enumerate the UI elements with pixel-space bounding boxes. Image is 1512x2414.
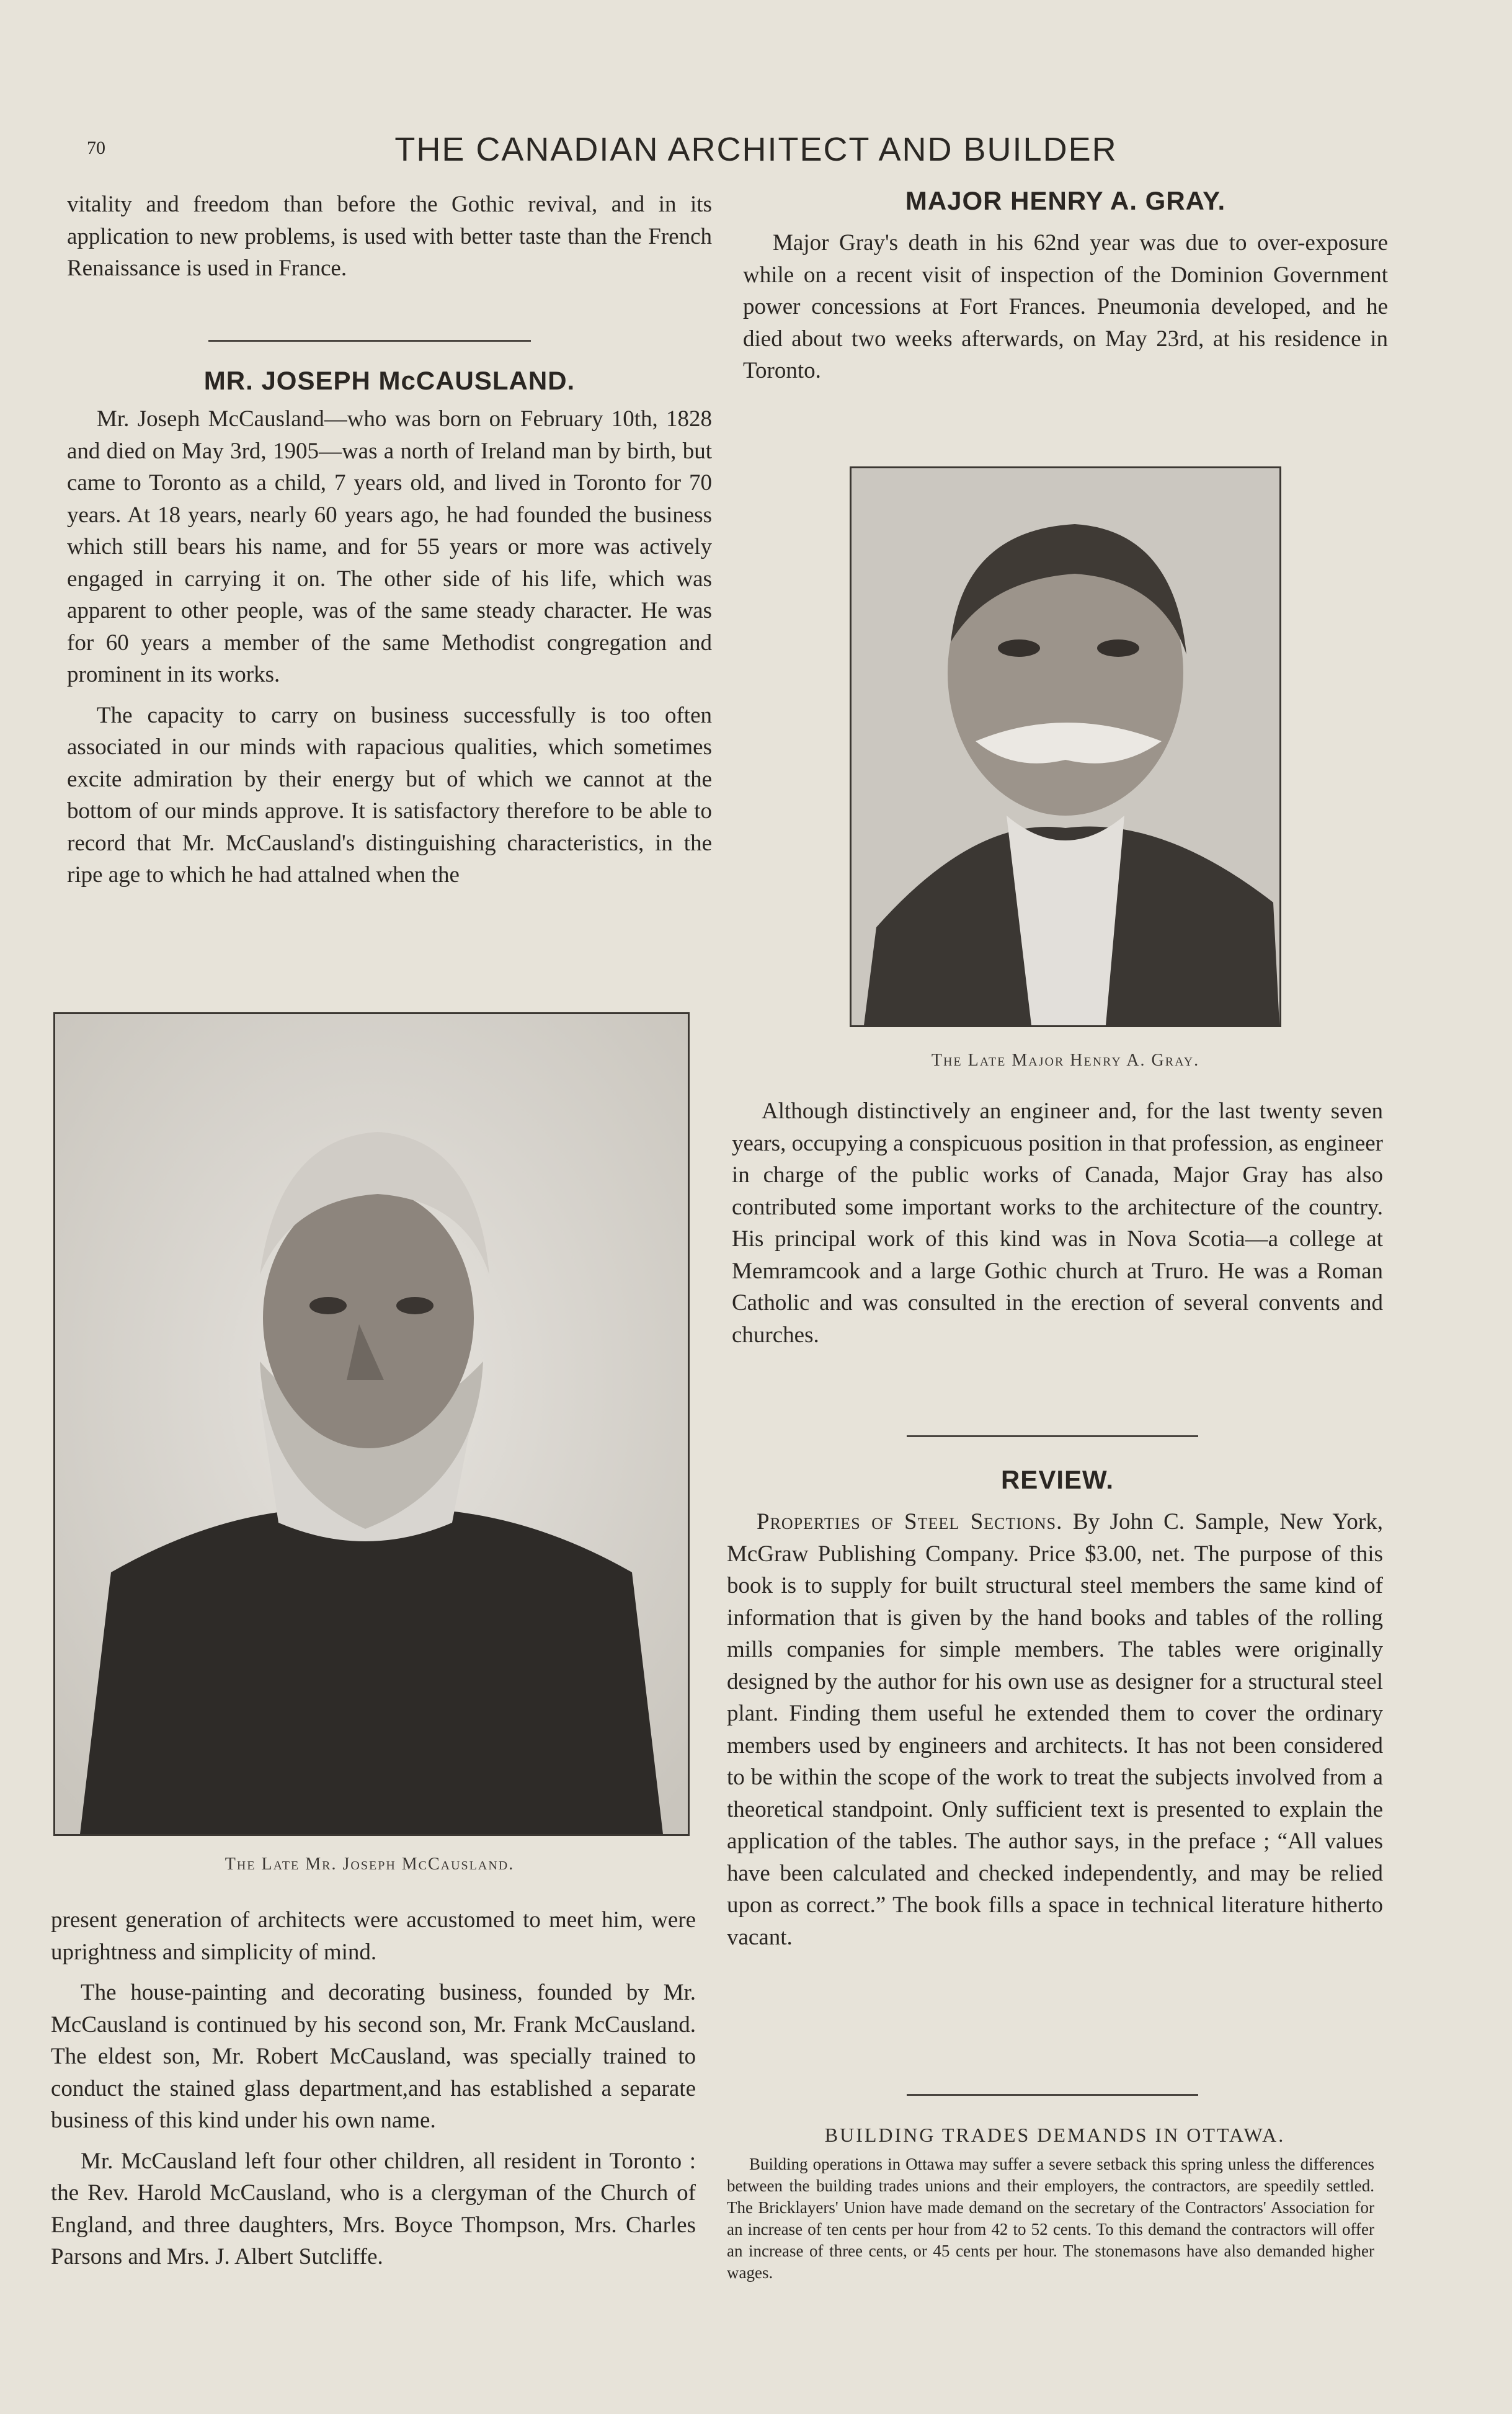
section-divider — [208, 340, 531, 342]
mccausland-text-bottom — [51, 1904, 696, 2273]
ottawa-paragraph: Building operations in Ottawa may suffer a severe setback this spring unless the differences between the building trades unions and their employers, the contractors, are speedily settled. The Bricklayers' Union have made demand on the secretary of the Contractors' Association for an increase of ten cents per hour from 42 to 52 cents. To this demand the contractors will offer an increase of three cents, or 45 cents per hour. The stonemasons have also demanded higher wages. — [727, 2155, 1374, 2282]
mccausland-paragraph-1: Mr. Joseph McCausland—who was born on February 10th, 1828 and died on May 3rd, 1905—was a north of Ireland man by birth, but came to Toronto as a child, 7 years old, and lived in Toronto for 70 years. At 18 years, nearly 60 years ago, he had founded the business which still bears his name, and for 55 years or more was actively engaged in carrying it on. The other side of his life, which was apparent to other people, was of the same steady character. He was for 60 years a member of the same Methodist congregation and prominent in its works. — [67, 406, 712, 687]
review-body: By John C. Sample, New York, McGraw Publishing Company. Price $3.00, net. The purpose of this book is to supply for built structural steel members the same kind of information that is given by the hand books and tables of the rolling mills companies for simple members. The tables were originally designed by the author for his own use as designer for a structural steel plant. Finding them useful he extended them to cover the ordinary members used by engineers and architects. It has not been considered to be within the scope of the work to treat the subjects involved from a theoretical standpoint. Only sufficient text is presented to explain the application of the tables. The author says, in the preface ; “All values have been calculated and checked independently, and may be relied upon as correct.” The book fills a space in technical literature hitherto vacant. — [727, 1509, 1383, 1950]
ottawa-heading: BUILDING TRADES DEMANDS IN OTTAWA. — [824, 2124, 1286, 2146]
mccausland-heading: MR. JOSEPH McCAUSLAND. — [203, 366, 576, 395]
section-divider — [907, 2094, 1198, 2096]
gray-portrait-image — [852, 468, 1279, 1025]
gray-text-top — [743, 227, 1388, 387]
mccausland-portrait-image — [55, 1014, 688, 1834]
gray-portrait — [850, 466, 1281, 1027]
mccausland-text-top — [67, 403, 712, 891]
section-divider — [907, 1435, 1198, 1437]
mccausland-paragraph-3: present generation of architects were accustomed to meet him, were uprightness and simplicity of mind. — [51, 1907, 696, 1965]
review-heading: REVIEW. — [1000, 1465, 1114, 1494]
gray-text-bottom — [732, 1095, 1383, 1351]
left-continuation — [67, 189, 712, 285]
mccausland-paragraph-5: Mr. McCausland left four other children, all resident in Toronto : the Rev. Harold McCausland, who is a clergyman of the Church of England, and three daughters, Mrs. Boyce Thompson, Mrs. Charles Parsons and Mrs. J. Albert Sutcliffe. — [51, 2148, 696, 2269]
mccausland-caption: The Late Mr. Joseph McCausland. — [225, 1855, 515, 1874]
continuation-paragraph: vitality and freedom than before the Gothic revival, and in its application to new problems, is used with better taste than the French Renaissance is used in France. — [67, 192, 712, 281]
review-text — [727, 1506, 1383, 1953]
review-paragraph — [727, 1506, 1383, 1953]
mccausland-portrait — [53, 1012, 690, 1836]
mccausland-paragraph-4: The house-painting and decorating business, founded by Mr. McCausland is continued by his second son, Mr. Frank McCausland. The eldest son, Mr. Robert McCausland, was specially trained to conduct the stained glass department,and has established a separate business of this kind under his own name. — [51, 1980, 696, 2133]
review-book-title: Properties of Steel Sections. — [757, 1509, 1063, 1534]
ottawa-text — [727, 2153, 1374, 2284]
mccausland-paragraph-2: The capacity to carry on business successfully is too often associated in our minds with rapacious qualities, which sometimes excite admiration by their energy but of which we cannot at the bottom of our minds approve. It is satisfactory therefore to be able to record that Mr. McCausland's distinguishing characteristics, in the ripe age to which he had attalned when the — [67, 702, 712, 888]
gray-heading: MAJOR HENRY A. GRAY. — [905, 186, 1226, 215]
gray-paragraph-2: Although distinctively an engineer and, for the last twenty seven years, occupying a conspicuous position in that profession, as engineer in charge of the public works of Canada, Major Gray has also contributed some important works to the architecture of the country. His principal work of this kind was in Nova Scotia—a college at Memramcook and a large Gothic church at Truro. He was a Roman Catholic and was consulted in the erection of several convents and churches. — [732, 1098, 1383, 1348]
gray-paragraph-1: Major Gray's death in his 62nd year was due to over-exposure while on a recent visit of inspection of the Dominion Government power concessions at Fort Frances. Pneumonia developed, and he died about two weeks afterwards, on May 23rd, at his residence in Toronto. — [743, 230, 1388, 383]
running-head: THE CANADIAN ARCHITECT AND BUILDER — [394, 131, 1118, 168]
gray-caption: The Late Major Henry A. Gray. — [931, 1051, 1200, 1070]
page-number: 70 — [87, 138, 105, 158]
